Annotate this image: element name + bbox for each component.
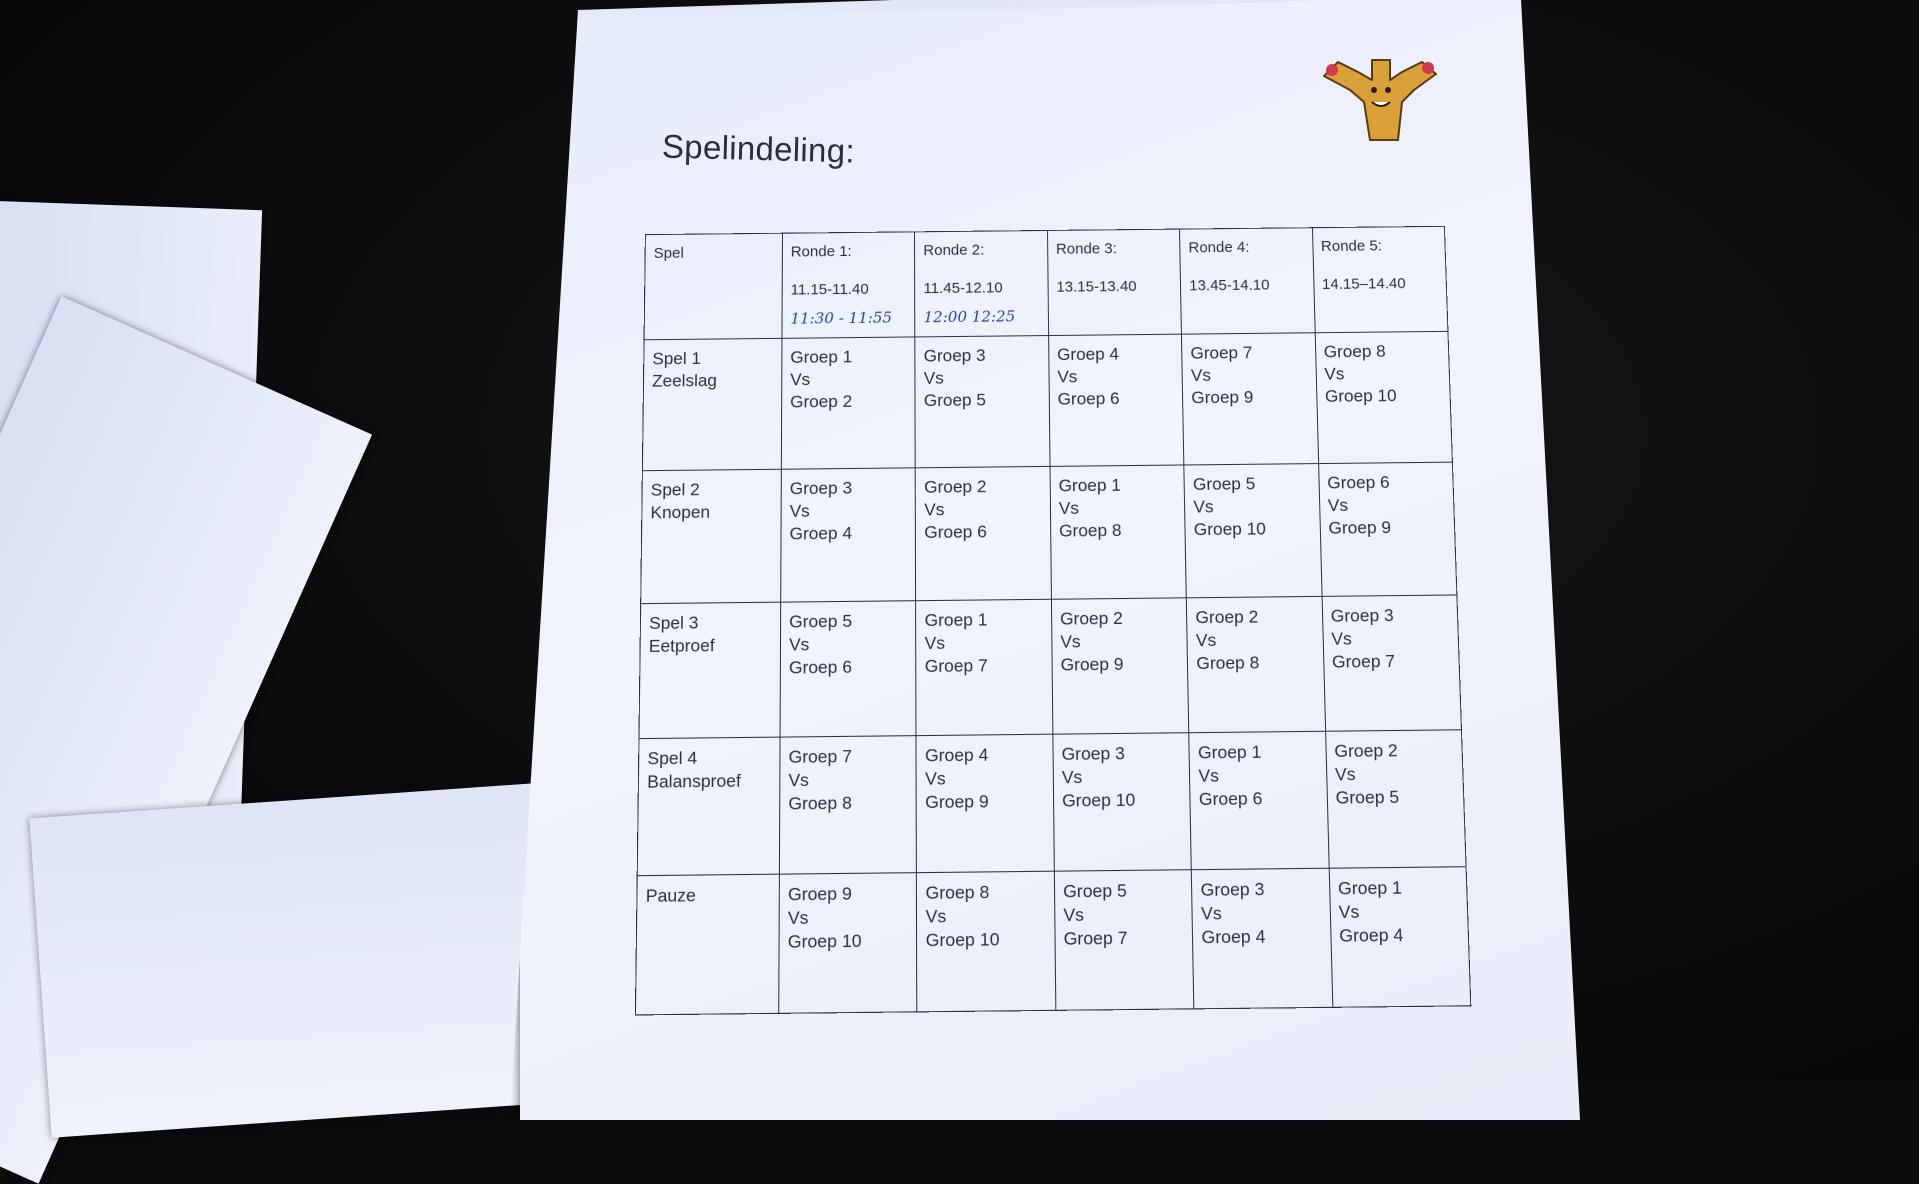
team-a: Groep 3	[1061, 743, 1125, 765]
vs-label: Vs	[923, 368, 944, 388]
team-a: Groep 1	[924, 609, 988, 631]
game-subtitle: Knopen	[650, 502, 711, 523]
game-name: Pauze	[645, 885, 696, 907]
match-cell	[1184, 464, 1322, 598]
team-a: Groep 9	[787, 883, 852, 905]
vs-label: Vs	[1324, 364, 1345, 384]
team-b: Groep 9	[925, 791, 989, 813]
vs-label: Vs	[1057, 367, 1078, 387]
team-a: Groep 1	[1058, 475, 1122, 496]
team-a: Groep 2	[1059, 608, 1123, 629]
table-row	[641, 462, 1457, 603]
vs-label: Vs	[1193, 496, 1214, 517]
team-b: Groep 4	[1201, 926, 1266, 948]
team-a: Groep 5	[789, 611, 852, 632]
team-b: Groep 9	[1191, 387, 1254, 408]
team-b: Groep 5	[923, 390, 986, 411]
team-a: Groep 8	[925, 882, 990, 904]
round-label: Ronde 3:	[1055, 240, 1117, 258]
match-cell	[1051, 598, 1189, 734]
vs-label: Vs	[1195, 630, 1217, 651]
game-name-cell	[642, 338, 781, 470]
round-label: Ronde 5:	[1320, 237, 1383, 256]
table-row	[642, 331, 1452, 470]
match-cell	[916, 734, 1054, 872]
team-a: Groep 5	[1062, 880, 1128, 902]
team-a: Groep 3	[1330, 605, 1394, 626]
match-cell	[780, 601, 916, 737]
team-b: Groep 7	[924, 655, 988, 677]
vs-label: Vs	[1327, 495, 1349, 516]
team-a: Groep 8	[1323, 341, 1386, 362]
team-b: Groep 7	[1331, 651, 1396, 672]
header-cell-round	[1180, 228, 1315, 334]
match-cell	[781, 337, 915, 469]
game-subtitle: Eetproef	[648, 635, 715, 657]
table-row	[635, 867, 1470, 1015]
match-cell	[781, 468, 916, 602]
team-a: Groep 2	[1334, 740, 1399, 762]
team-b: Groep 10	[787, 930, 862, 953]
vs-label: Vs	[1198, 765, 1220, 786]
round-time: 13.45-14.10	[1189, 276, 1270, 295]
handwritten-time: 11:30 - 11:55	[790, 308, 893, 328]
vs-label: Vs	[1061, 767, 1083, 788]
match-cell	[1318, 462, 1457, 596]
vs-label: Vs	[1063, 904, 1085, 926]
vs-label: Vs	[924, 499, 945, 520]
team-b: Groep 2	[790, 391, 853, 412]
match-cell	[917, 871, 1056, 1012]
match-cell	[1053, 733, 1192, 871]
team-b: Groep 7	[1063, 927, 1128, 950]
match-cell	[1186, 596, 1325, 732]
game-subtitle: Zeelslag	[652, 370, 718, 391]
team-a: Groep 3	[1200, 879, 1265, 901]
header-cell-round	[915, 230, 1049, 336]
team-b: Groep 6	[1057, 388, 1120, 409]
round-time: 13.15-13.40	[1056, 277, 1137, 296]
match-cell	[1329, 867, 1471, 1008]
match-cell	[779, 873, 917, 1014]
vs-label: Vs	[787, 907, 809, 929]
game-name-cell	[641, 469, 781, 603]
schedule-table-wrapper	[636, 226, 1468, 953]
game-name-cell	[637, 737, 780, 876]
header-cell-round	[782, 232, 915, 338]
game-subtitle: Balansproef	[647, 770, 741, 792]
mascot-logo-icon	[1310, 50, 1450, 150]
team-a: Groep 4	[925, 744, 989, 766]
vs-label: Vs	[1338, 901, 1360, 923]
vs-label: Vs	[1190, 365, 1212, 386]
team-a: Groep 6	[1327, 472, 1390, 493]
vs-label: Vs	[789, 501, 810, 521]
match-cell	[1322, 595, 1462, 731]
team-b: Groep 6	[924, 521, 987, 543]
schedule-table	[635, 226, 1471, 1016]
table-row	[637, 730, 1466, 876]
match-cell	[1191, 868, 1332, 1009]
team-b: Groep 4	[1339, 924, 1404, 947]
match-cell	[1325, 730, 1466, 868]
team-a: Groep 3	[789, 478, 853, 499]
header-cell-spel	[644, 233, 782, 340]
team-b: Groep 4	[789, 523, 853, 544]
team-b: Groep 10	[1061, 789, 1136, 811]
team-b: Groep 9	[1060, 654, 1124, 675]
vs-label: Vs	[790, 369, 811, 390]
team-b: Groep 10	[1193, 518, 1267, 540]
vs-label: Vs	[924, 633, 946, 654]
game-name: Spel 3	[649, 612, 699, 634]
game-name: Spel 2	[650, 479, 700, 500]
round-time: 11.15-11.40	[790, 280, 869, 299]
header-cell-round	[1312, 226, 1448, 332]
team-a: Groep 7	[788, 746, 852, 768]
background-paper	[29, 782, 570, 1137]
match-cell	[1189, 731, 1329, 869]
team-b: Groep 8	[1058, 520, 1122, 541]
game-name-cell	[639, 602, 781, 738]
match-cell	[1054, 870, 1194, 1011]
game-name: Spel 4	[647, 748, 698, 769]
team-a: Groep 7	[1190, 342, 1253, 363]
round-time: 14.15–14.40	[1321, 275, 1406, 293]
match-cell	[1182, 333, 1319, 465]
team-a: Groep 4	[1056, 344, 1120, 365]
round-label: Ronde 4:	[1188, 238, 1250, 257]
table-header-row	[644, 226, 1448, 339]
header-cell-round	[1047, 229, 1181, 335]
game-name-cell	[635, 874, 779, 1015]
game-name: Spel 1	[652, 348, 702, 369]
vs-label: Vs	[925, 906, 947, 927]
team-a: Groep 2	[924, 476, 987, 497]
match-cell	[915, 336, 1050, 468]
match-cell	[1048, 334, 1184, 466]
team-a: Groep 1	[1337, 877, 1403, 899]
vs-label: Vs	[1200, 903, 1222, 924]
team-b: Groep 6	[1198, 788, 1263, 810]
round-label: Ronde 1:	[790, 242, 852, 261]
team-a: Groep 3	[923, 345, 986, 366]
team-b: Groep 9	[1328, 517, 1392, 538]
team-a: Groep 2	[1195, 606, 1259, 628]
match-cell	[1315, 331, 1453, 463]
vs-label: Vs	[925, 768, 946, 789]
round-label: Ronde 2:	[923, 241, 985, 260]
table-row	[639, 595, 1461, 739]
team-a: Groep 1	[790, 347, 853, 367]
match-cell	[1050, 465, 1187, 599]
vs-label: Vs	[1334, 764, 1356, 785]
page-title: Spelindeling:	[661, 127, 856, 170]
vs-label: Vs	[1060, 631, 1081, 652]
team-b: Groep 10	[925, 929, 1000, 951]
team-b: Groep 8	[1196, 652, 1260, 674]
team-a: Groep 1	[1197, 741, 1262, 763]
team-a: Groep 5	[1192, 473, 1256, 495]
vs-label: Vs	[788, 634, 810, 655]
vs-label: Vs	[1058, 498, 1080, 519]
match-cell	[915, 466, 1051, 600]
handwritten-time: 12:00 12:25	[923, 307, 1016, 327]
round-time: 11.45-12.10	[923, 279, 1003, 298]
match-cell	[916, 599, 1053, 735]
team-b: Groep 8	[788, 792, 852, 814]
team-b: Groep 10	[1324, 385, 1397, 406]
header-spel-label: Spel	[653, 244, 684, 262]
team-b: Groep 5	[1335, 787, 1400, 808]
team-b: Groep 6	[788, 657, 852, 678]
match-cell	[779, 736, 916, 875]
vs-label: Vs	[1331, 628, 1353, 649]
vs-label: Vs	[788, 770, 809, 791]
